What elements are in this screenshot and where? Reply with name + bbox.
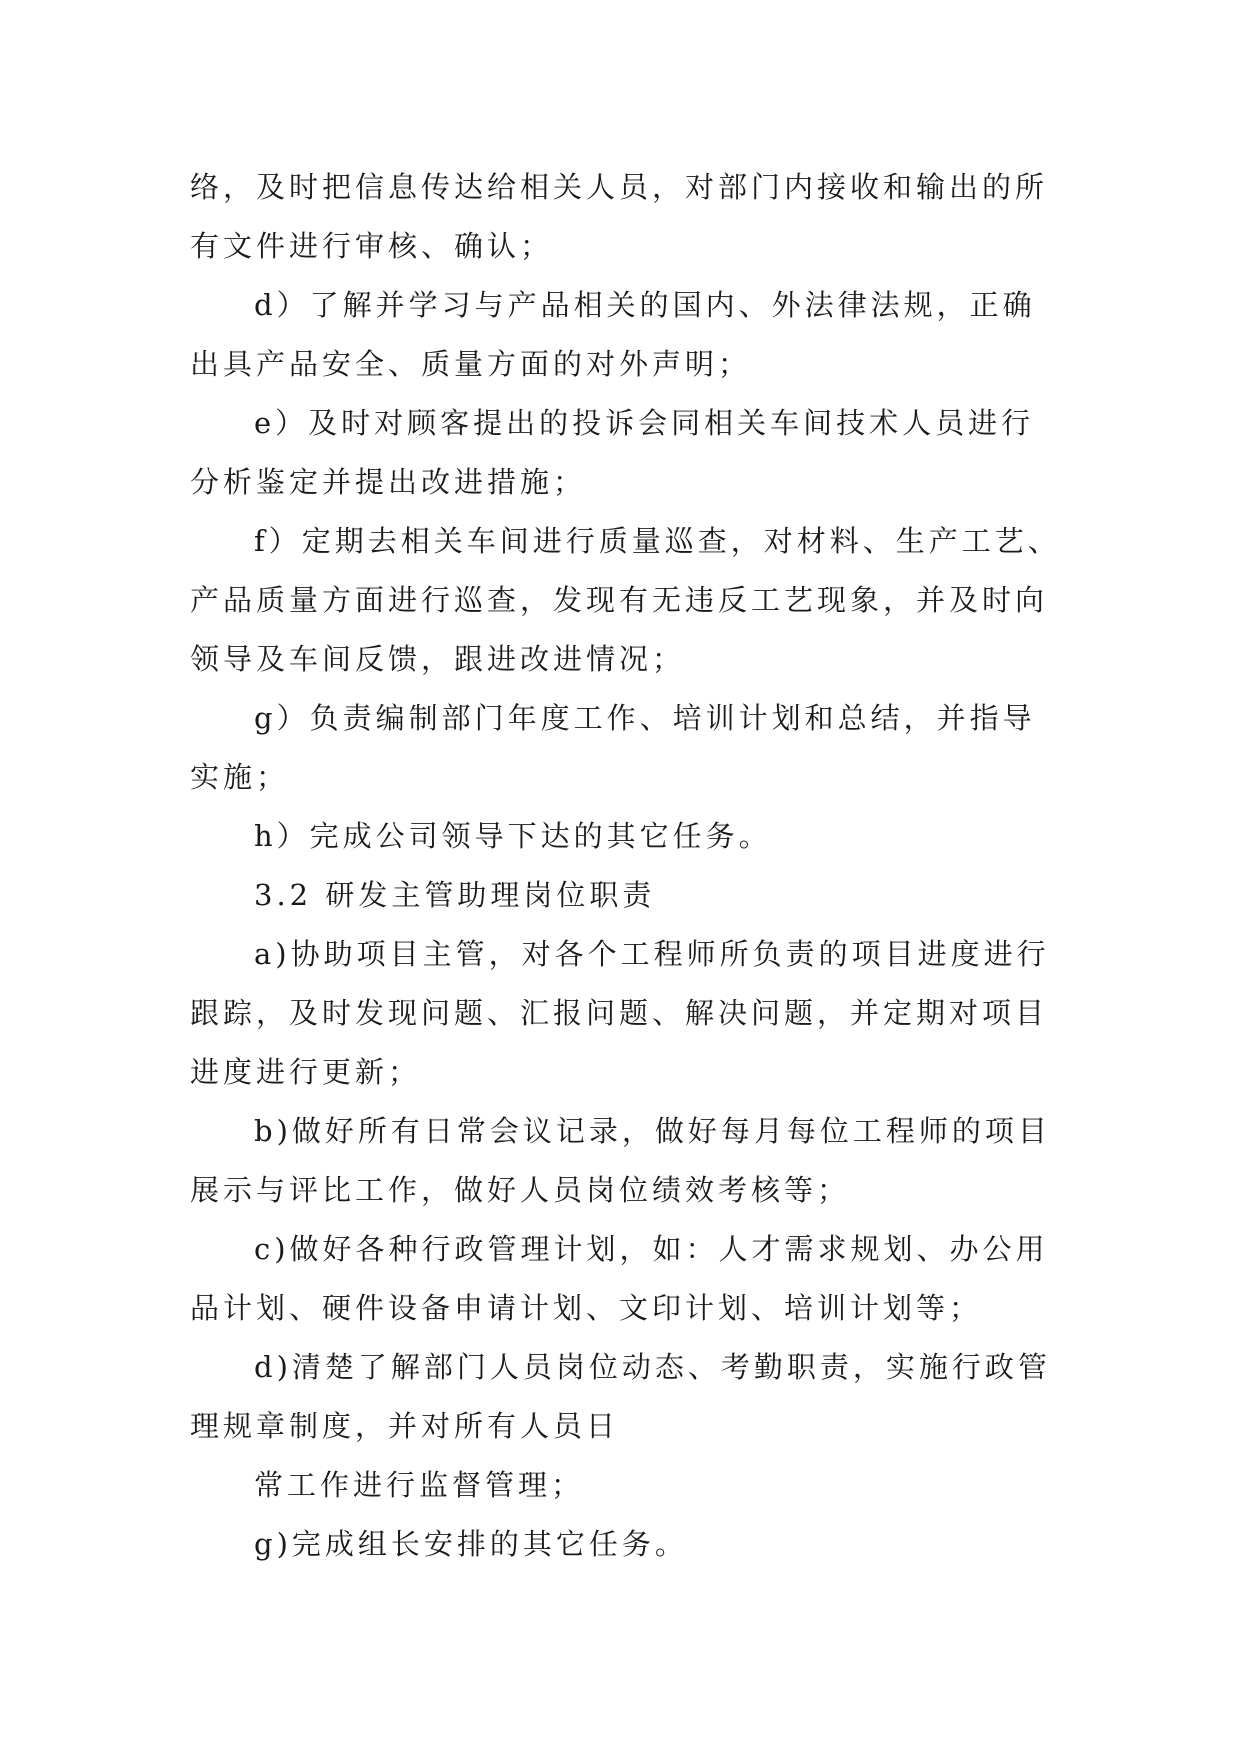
section-heading <box>190 866 1070 925</box>
paragraph-duty-c <box>190 1220 1070 1338</box>
paragraph-continuation <box>190 158 1070 276</box>
text-line: a)协助项目主管，对各个工程师所负责的项目进度进行 <box>254 937 1050 971</box>
text-line: 领导及车间反馈，跟进改进情况； <box>190 642 686 676</box>
text-line: d)清楚了解部门人员岗位动态、考勤职责，实施行政管 <box>254 1350 1051 1384</box>
text-line: d）了解并学习与产品相关的国内、外法律法规，正确 <box>254 288 1036 322</box>
paragraph-item-d <box>190 276 1070 394</box>
paragraph-duty-a <box>190 925 1070 1102</box>
text-line: e）及时对顾客提出的投诉会同相关车间技术人员进行 <box>254 406 1035 440</box>
paragraph-duty-g <box>190 1515 1070 1574</box>
text-line: g)完成组长安排的其它任务。 <box>254 1527 688 1561</box>
text-line: 出具产品安全、质量方面的对外声明； <box>190 347 752 381</box>
section-title: 3.2 研发主管助理岗位职责 <box>254 878 656 912</box>
text-line: 跟踪，及时发现问题、汇报问题、解决问题，并定期对项目 <box>190 996 1049 1030</box>
text-line: b)做好所有日常会议记录，做好每月每位工程师的项目 <box>254 1114 1051 1148</box>
text-line: g）负责编制部门年度工作、培训计划和总结，并指导 <box>254 701 1036 735</box>
text-line: c)做好各种行政管理计划，如：人才需求规划、办公用 <box>254 1232 1049 1266</box>
text-line: 产品质量方面进行巡查，发现有无违反工艺现象，并及时向 <box>190 583 1049 617</box>
text-line: 常工作进行监督管理； <box>254 1468 585 1502</box>
text-line: 展示与评比工作，做好人员岗位绩效考核等； <box>190 1173 851 1207</box>
text-line: 实施； <box>190 760 290 794</box>
paragraph-item-e <box>190 394 1070 512</box>
paragraph-item-f <box>190 512 1070 689</box>
paragraph-duty-d-continued <box>190 1456 1070 1515</box>
text-line: 络，及时把信息传达给相关人员，对部门内接收和输出的所 <box>190 170 1049 204</box>
document-body <box>190 158 1070 1574</box>
text-line: f）定期去相关车间进行质量巡查，对材料、生产工艺、 <box>254 524 1061 558</box>
text-line: 理规章制度，并对所有人员日 <box>190 1409 620 1443</box>
text-line: h）完成公司领导下达的其它任务。 <box>254 819 772 853</box>
text-line: 品计划、硬件设备申请计划、文印计划、培训计划等； <box>190 1291 983 1325</box>
paragraph-duty-b <box>190 1102 1070 1220</box>
paragraph-duty-d <box>190 1338 1070 1456</box>
paragraph-item-g <box>190 689 1070 807</box>
paragraph-item-h <box>190 807 1070 866</box>
text-line: 分析鉴定并提出改进措施； <box>190 465 587 499</box>
text-line: 进度进行更新； <box>190 1055 422 1089</box>
text-line: 有文件进行审核、确认； <box>190 229 554 263</box>
